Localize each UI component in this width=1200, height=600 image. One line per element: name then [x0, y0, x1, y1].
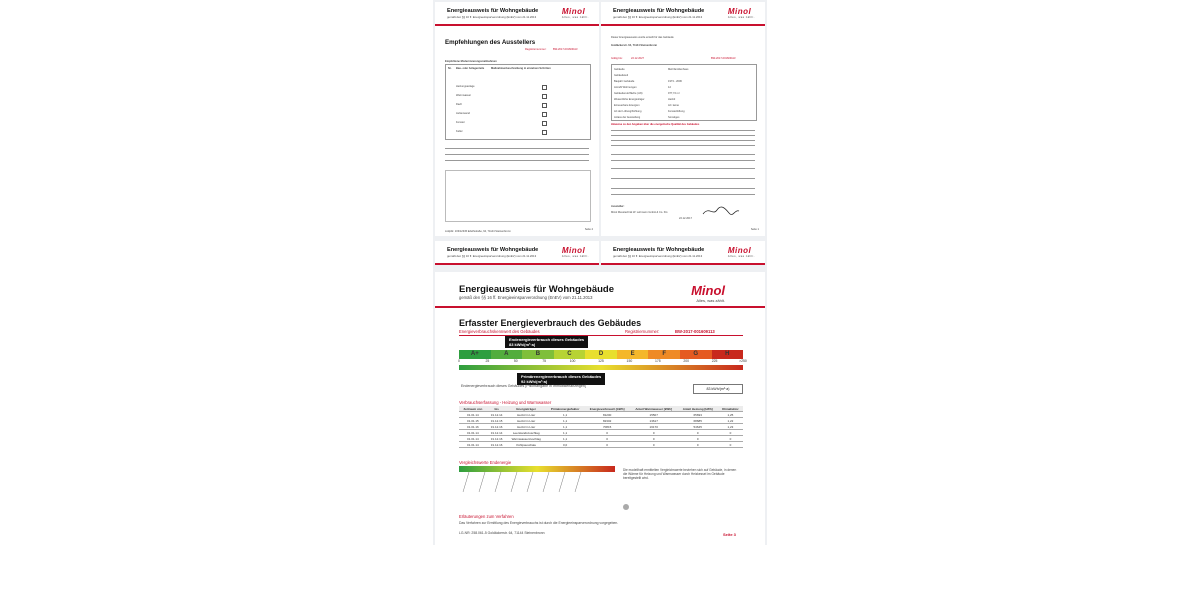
row-key: Anlass der Ausstellung — [614, 116, 641, 119]
pflichtangabe-value: 83 kWh/(m²·a) — [693, 384, 743, 394]
notes-box — [445, 170, 591, 222]
table-cell: 81200 — [584, 412, 629, 418]
minol-logo: Minol Alles, was zählt. — [561, 7, 589, 19]
table-cell: 0 — [718, 436, 743, 442]
scale-tick: 200 — [683, 359, 690, 363]
table-cell: 31.12.16 — [487, 424, 507, 430]
text-line — [611, 160, 755, 161]
energy-class: C — [554, 350, 586, 359]
page-number: Seite 1 — [750, 228, 759, 231]
row-key: Erneuerbare Energien — [614, 104, 640, 107]
regnr-value: BW-2017-001609113 — [711, 57, 736, 60]
table-cell: 31.12.14 — [487, 412, 507, 418]
valid-label: Gültig bis: — [611, 57, 623, 60]
valid-date: 22.12.2027 — [631, 57, 644, 60]
minol-logo: Minol Alles, was zählt. — [727, 246, 755, 258]
header-subtitle: gemäß den §§ 16 ff. Energieeinsparverordnung (EnEV) vom 21.11.2013 — [613, 254, 703, 258]
table-cell: Warmwasserzuschlag — [507, 436, 546, 442]
energy-class: A+ — [459, 350, 491, 359]
erlaeuterung-heading: Erläuterungen zum Verfahren — [459, 514, 514, 519]
divider — [445, 160, 589, 161]
table-cell: 1,22 — [718, 418, 743, 424]
checkbox — [542, 112, 547, 117]
row-value: 12 — [668, 86, 671, 89]
row-value: Mehrfamilienhaus — [668, 68, 689, 71]
building-address: Goldäckerstr. 64, 71144 Steinenbronn — [611, 44, 658, 47]
table-header-cell: Zeitraum von — [459, 406, 487, 412]
row-value: 977,72 m² — [668, 92, 680, 95]
end-energy-callout: Endenergieverbrauch dieses Gebäudes 83 kWh/(m²·a) — [505, 336, 588, 348]
page-title: Erfasster Energieverbrauch des Gebäudes — [459, 318, 642, 328]
table-cell: 1,1 — [546, 436, 585, 442]
scale-tick: 150 — [626, 359, 633, 363]
table-cell: Kühlpauschale — [507, 442, 546, 448]
table-cell: 13617 — [630, 418, 678, 424]
text-line — [611, 140, 755, 141]
table-cell: 31.12.16 — [487, 442, 507, 448]
minol-logo: Minol Alles, was zählt. — [691, 283, 725, 303]
text-line — [611, 154, 755, 155]
header-subtitle: gemäß den §§ 16 ff. Energieeinsparverordnung (EnEV) vom 21.11.2013 — [447, 254, 537, 258]
measure-item: Dach — [456, 103, 463, 106]
page-header — [601, 2, 765, 26]
page-header — [435, 272, 765, 308]
checkbox — [542, 85, 547, 90]
header-title: Energieausweis für Wohngebäude — [459, 284, 615, 295]
energy-class: D — [585, 350, 617, 359]
text-line — [611, 188, 755, 189]
address-line: LG-NR: 258.061-5 Goldäckerstr. 64, 71144 Steinenbronn — [459, 531, 545, 535]
table-cell: 01.01.14 — [459, 442, 487, 448]
table-cell: 01.01.15 — [459, 418, 487, 424]
scale-tick: 75 — [542, 359, 547, 363]
scale-tick: 0 — [458, 359, 460, 363]
table-cell: 1,1 — [546, 418, 585, 424]
table-cell: 1,25 — [718, 412, 743, 418]
row-key: Gebäudeteil — [614, 74, 628, 77]
regnr-label: Registriernummer: — [625, 329, 660, 334]
table-cell: Heizöl in Liter — [507, 424, 546, 430]
page-verbrauch — [435, 272, 765, 545]
page-gebaeude — [601, 2, 765, 236]
table-header-cell: Energieverbrauch [kWh] — [584, 406, 629, 412]
erlaeuterung-text: Das Verfahren zur Ermittlung des Energieverbrauchs ist durch die Energieeinsparverordnung vorgegeben. — [459, 521, 619, 525]
divider — [445, 148, 589, 149]
row-key: Gebäude — [614, 68, 625, 71]
scale-tick: 100 — [569, 359, 576, 363]
table-cell: 68685 — [678, 418, 718, 424]
header-subtitle: gemäß den §§ 16 ff. Energieeinsparverordnung (EnEV) vom 21.11.2013 — [613, 15, 703, 19]
table-cell: 31.12.16 — [487, 436, 507, 442]
table-cell: 70815 — [584, 424, 629, 430]
section-heading: Energieverbrauchskennwert des Gebäudes — [459, 329, 540, 334]
table-cell: 0 — [718, 442, 743, 448]
compare-heading: Vergleichswerte Endenergie — [459, 460, 512, 465]
energy-class: B — [522, 350, 554, 359]
table-cell: Heizöl in Liter — [507, 418, 546, 424]
row-key: Wesentliche Energieträger — [614, 98, 645, 101]
table-cell: 0 — [630, 442, 678, 448]
scale-tick: 175 — [654, 359, 661, 363]
table-cell: 0 — [584, 442, 629, 448]
intro-text: Dieser Energieausweis wurde erstellt für das Gebäude — [611, 36, 674, 39]
hinweise-heading: Hinweise zu den Angaben über die energetische Qualität des Gebäudes — [611, 123, 700, 126]
table-cell: 0 — [584, 436, 629, 442]
energy-class: F — [648, 350, 680, 359]
table-cell: 0 — [584, 430, 629, 436]
table-cell: 15507 — [630, 412, 678, 418]
page-header-strip — [601, 241, 765, 265]
document-sheet — [433, 0, 767, 545]
energy-class: A — [491, 350, 523, 359]
col-desc: Maßnahmenbeschreibung in einzelnen Schritten — [491, 67, 551, 70]
energy-class: H — [712, 350, 744, 359]
table-header-cell: Anteil Warmwasser [kWh] — [630, 406, 678, 412]
regnr-value: BW-2017-001609113 — [675, 329, 715, 334]
scale-tick: 225 — [711, 359, 718, 363]
table-header-cell: Klimafaktor — [718, 406, 743, 412]
table-cell: 0 — [678, 442, 718, 448]
row-value: 1973 - 2006 — [668, 80, 682, 83]
header-title: Energieausweis für Wohngebäude — [447, 247, 539, 253]
row-key: Anzahl Wohnungen — [614, 86, 637, 89]
table-cell: 01.01.14 — [459, 430, 487, 436]
punch-hole — [623, 504, 629, 510]
measure-item: Fenster — [456, 121, 465, 124]
pflichtangabe-label: Endenergieverbrauch dieses Gebäudes [Pflichtangabe in Immobilienanzeigen] — [461, 384, 586, 388]
table-header-cell: Primärenergiefaktor — [546, 406, 585, 412]
section-heading: Empfohlene Modernisierungsmaßnahmen — [445, 60, 497, 63]
table-header-cell: bis — [487, 406, 507, 412]
measure-item: Keller — [456, 130, 463, 133]
col-nr: Nr. — [448, 67, 452, 70]
minol-logo: Minol Alles, was zählt. — [727, 7, 755, 19]
energy-scale — [459, 350, 743, 359]
table-cell: 01.01.14 — [459, 412, 487, 418]
checkbox — [542, 121, 547, 126]
page-empfehlungen — [435, 2, 599, 236]
scale-tick: 50 — [513, 359, 518, 363]
row-value: Sonstiges — [668, 116, 680, 119]
row-value: Fensterlüftung — [668, 110, 685, 113]
table-cell: 82302 — [584, 418, 629, 424]
table-cell: Heizöl in Liter — [507, 412, 546, 418]
measure-item: Warmwasser — [456, 94, 472, 97]
table-header-cell: Energieträger — [507, 406, 546, 412]
regnr-value: BW-2017-001609113 — [553, 48, 578, 51]
table-cell: 1,1 — [546, 424, 585, 430]
checkbox — [542, 130, 547, 135]
regnr-label: Registriernummer: — [525, 48, 547, 51]
table-cell: 0 — [630, 436, 678, 442]
table-heading: Verbrauchserfassung - Heizung und Warmwasser — [459, 400, 552, 405]
table-cell: 1,23 — [718, 424, 743, 430]
table-cell: 0 — [718, 430, 743, 436]
table-header-cell: Anteil Heizung [kWh] — [678, 406, 718, 412]
table-cell: 0 — [678, 430, 718, 436]
table-cell: 0,0 — [546, 442, 585, 448]
row-key: Baujahr Gebäude — [614, 80, 635, 83]
table-cell: 31.12.15 — [487, 418, 507, 424]
header-subtitle: gemäß den §§ 16 ff. Energieeinsparverordnung (EnEV) vom 21.11.2013 — [447, 15, 537, 19]
table-cell: 0 — [678, 436, 718, 442]
consumption-table — [459, 406, 743, 448]
issue-date: 22.12.2017 — [679, 217, 692, 220]
aussteller-name: Minol Messtechnik W. Lehmann GmbH & Co. KG — [611, 211, 668, 214]
footer-address: Lüdpiltr. 103/12345 Edelhstraße, 64, 71144 Steinenbronn — [445, 230, 511, 233]
header-title: Energieausweis für Wohngebäude — [613, 247, 705, 253]
divider — [459, 335, 743, 336]
energy-class: E — [617, 350, 649, 359]
table-cell: 16170 — [630, 424, 678, 430]
aussteller-label: Aussteller: — [611, 205, 625, 208]
page-header-strip — [435, 241, 599, 265]
page-number: Seite 3 — [723, 532, 736, 537]
text-line — [611, 145, 755, 146]
page-title: Empfehlungen des Ausstellers — [445, 39, 536, 46]
table-row — [459, 442, 743, 448]
page-number: Seite 4 — [584, 228, 593, 231]
compare-text: Die modellhaft ermittelten Vergleichswerte beziehen sich auf Gebäude, in denen die Wärme für Heizung und Warmwasser durch Heizkessel im Gebäude bereitgestellt wird. — [623, 468, 737, 481]
text-line — [611, 178, 755, 179]
building-data-table — [611, 64, 757, 121]
measure-item: Heizungsanlage — [456, 85, 475, 88]
measures-table — [445, 64, 591, 140]
row-value: Heizöl — [668, 98, 676, 101]
header-title: Energieausweis für Wohngebäude — [447, 8, 539, 14]
comparison-scale — [459, 466, 615, 500]
row-key: Art der Lüftung/Kühlung — [614, 110, 642, 113]
text-line — [611, 194, 755, 195]
scale-tick: 25 — [485, 359, 490, 363]
col-part: Bau- oder Anlagenteile — [456, 67, 485, 70]
header-subtitle: gemäß den §§ 16 ff. Energieeinsparverordnung (EnEV) vom 21.11.2013 — [459, 295, 593, 300]
text-line — [611, 135, 755, 136]
measure-item: Außenwand — [456, 112, 470, 115]
signature — [701, 204, 741, 218]
page-header — [435, 2, 599, 26]
scale-tick: 125 — [598, 359, 604, 363]
scale-gradient — [459, 365, 743, 370]
scale-tick: >250 — [739, 359, 747, 363]
header-title: Energieausweis für Wohngebäude — [613, 8, 705, 14]
checkbox — [542, 103, 547, 108]
divider — [445, 154, 589, 155]
table-cell: 31.12.14 — [487, 430, 507, 436]
table-cell: Leerstandszuschlag — [507, 430, 546, 436]
text-line — [611, 130, 755, 131]
table-cell: 65693 — [678, 412, 718, 418]
table-cell: 0 — [630, 430, 678, 436]
primary-energy-callout: Primärenergieverbrauch dieses Gebäudes 92 kWh/(m²·a) — [517, 373, 605, 385]
table-cell: 54645 — [678, 424, 718, 430]
text-line — [611, 168, 755, 169]
table-cell: 1,1 — [546, 430, 585, 436]
table-cell: 01.01.16 — [459, 424, 487, 430]
checkbox — [542, 94, 547, 99]
energy-class: G — [680, 350, 712, 359]
row-key: Gebäudenutzfläche (AN) — [614, 92, 643, 95]
table-cell: 1,1 — [546, 412, 585, 418]
row-value: Art: keine — [668, 104, 679, 107]
minol-logo: Minol Alles, was zählt. — [561, 246, 589, 258]
table-cell: 01.01.14 — [459, 436, 487, 442]
